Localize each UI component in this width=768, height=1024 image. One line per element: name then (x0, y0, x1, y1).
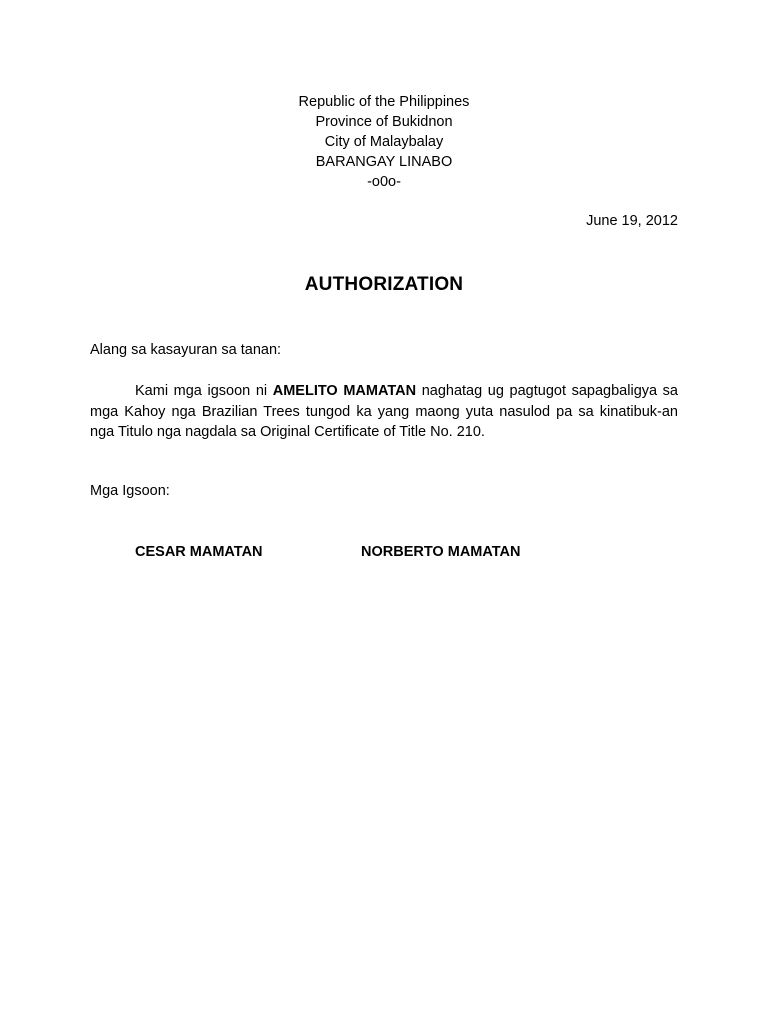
signatory-2: NORBERTO MAMATAN (361, 544, 521, 560)
header-republic: Republic of the Philippines (298, 94, 470, 110)
header-province: Province of Bukidnon (315, 114, 453, 130)
document-date: June 19, 2012 (586, 213, 678, 229)
body-paragraph (90, 381, 678, 443)
document-title: AUTHORIZATION (304, 274, 464, 295)
salutation: Alang sa kasayuran sa tanan: (90, 342, 282, 358)
siblings-label: Mga Igsoon: (90, 483, 170, 499)
header-separator: -o0o- (367, 174, 401, 190)
body-text-part1: Kami mga igsoon ni (135, 383, 273, 399)
body-text-part2: naghatag ug pagtugot sapagbaligya sa mga Kahoy nga Brazilian Trees tungod ka yang maong yuta nasulod pa sa kinatibuk-an nga Titulo nga nagdala sa Original Certificate of Title No. 210. (90, 383, 679, 440)
header-city: City of Malaybalay (324, 134, 444, 150)
body-name: AMELITO MAMATAN (272, 383, 417, 399)
document-header (0, 92, 768, 192)
header-barangay: BARANGAY LINABO (315, 154, 453, 170)
signatory-1: CESAR MAMATAN (135, 544, 263, 560)
